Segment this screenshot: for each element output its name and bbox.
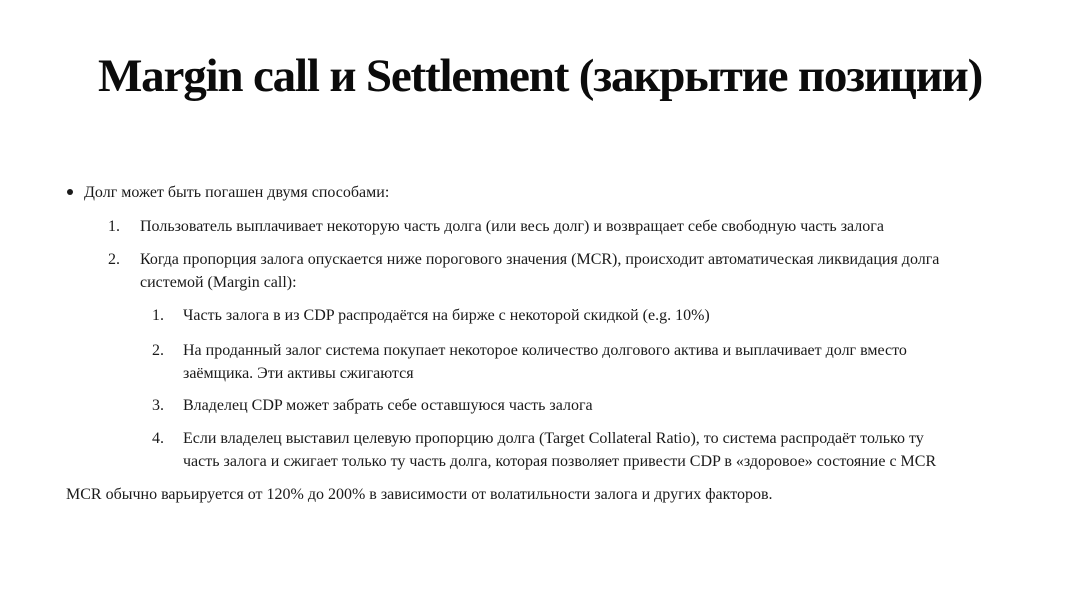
level1-marker-2: 2. [108, 251, 120, 268]
footer-note: MCR обычно варьируется от 120% до 200% в зависимости от волатильности залога и других факторов. [66, 486, 773, 503]
level2-marker-1: 1. [152, 307, 164, 324]
level1-item-1-line-1: Пользователь выплачивает некоторую часть долга (или весь долг) и возвращает себе свободную часть залога [140, 218, 884, 235]
level2-item-1-line-1: Часть залога в из CDP распродаётся на бирже с некоторой скидкой (e.g. 10%) [183, 307, 710, 324]
slide-title: Margin call и Settlement (закрытие позиции) [97, 50, 983, 102]
level2-item-4-line-2: часть залога и сжигает только ту часть долга, которая позволяет привести CDP в «здоровое» состояние с MCR [183, 453, 937, 470]
bullet-intro: Долг может быть погашен двумя способами: [84, 184, 390, 201]
level2-marker-4: 4. [152, 430, 164, 447]
level2-item-4-line-1: Если владелец выставил целевую пропорцию долга (Target Collateral Ratio), то система распродаёт только ту [183, 430, 924, 447]
level1-marker-1: 1. [108, 218, 120, 235]
level1-item-2-line-1: Когда пропорция залога опускается ниже порогового значения (MCR), происходит автоматическая ликвидация долга [140, 251, 940, 268]
level2-marker-3: 3. [152, 397, 164, 414]
level2-item-2-line-2: заёмщика. Эти активы сжигаются [183, 365, 414, 382]
level2-item-2-line-1: На проданный залог система покупает некоторое количество долгового актива и выплачивает долг вместо [183, 342, 907, 359]
level2-item-3-line-1: Владелец CDP может забрать себе оставшуюся часть залога [183, 397, 593, 414]
level2-marker-2: 2. [152, 342, 164, 359]
bullet-dot-icon [67, 189, 73, 195]
level1-item-2-line-2: системой (Margin call): [140, 274, 297, 291]
